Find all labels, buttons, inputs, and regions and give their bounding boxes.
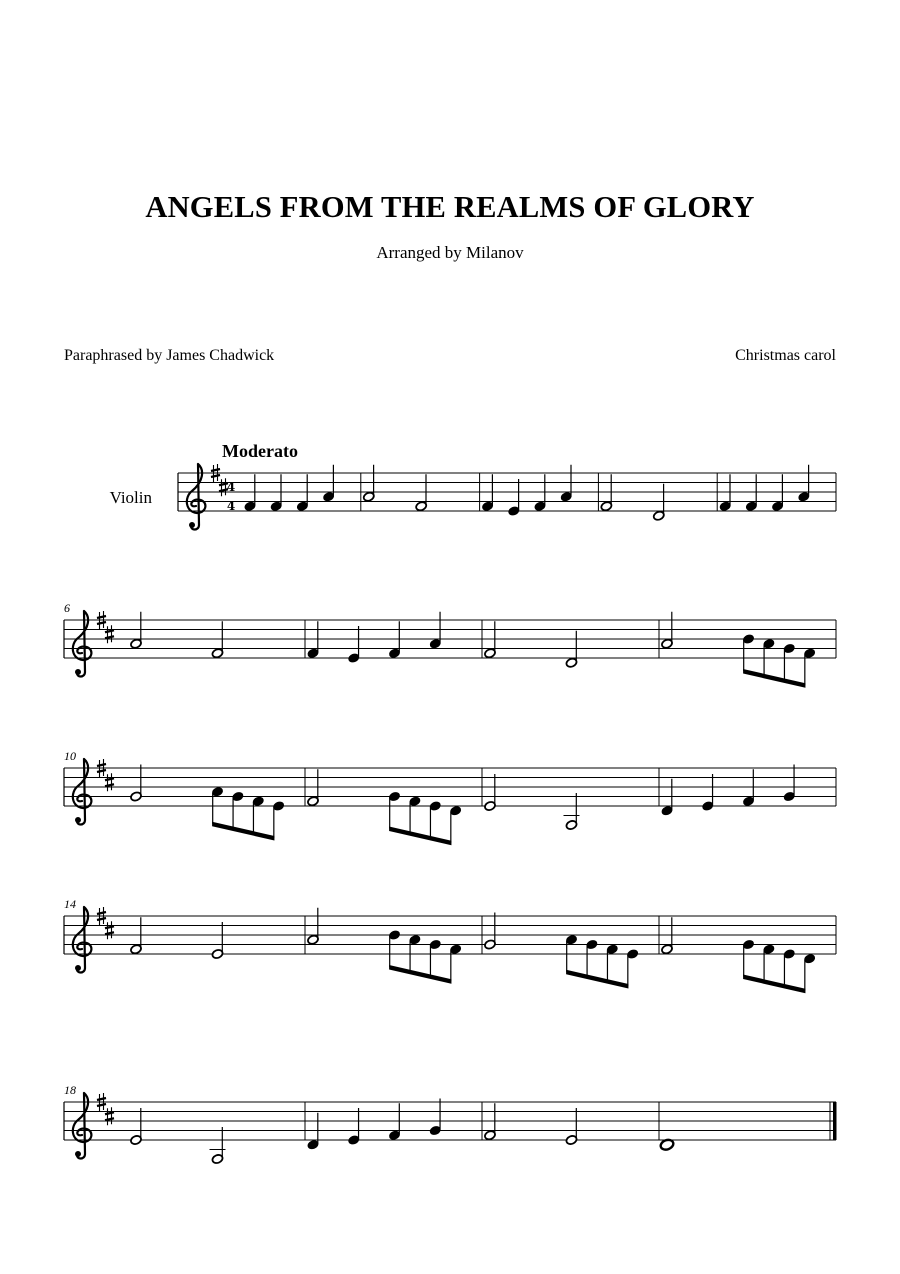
treble-clef-icon [73,1093,92,1159]
treble-clef-icon [73,611,92,677]
note-beam [389,965,451,984]
composer-credit: Christmas carol [735,347,836,364]
note-beam [743,975,805,994]
key-signature-sharp [105,773,114,791]
note-beam [566,970,628,989]
note-beam [743,669,805,688]
poet-credit: Paraphrased by James Chadwick [64,347,275,364]
measure-number: 6 [64,601,70,615]
time-signature-top: 4 [226,480,236,494]
instrument-name: Violin [109,488,152,507]
treble-clef-icon [73,759,92,825]
tempo-marking: Moderato [222,441,298,461]
note-beam [389,827,451,846]
arranger-credit: Arranged by Milanov [376,243,524,262]
time-signature-bottom: 4 [226,499,236,513]
treble-clef-icon [187,464,206,530]
key-signature-sharp [105,921,114,939]
key-signature-sharp [105,1107,114,1125]
key-signature-sharp [105,625,114,643]
piece-title: ANGELS FROM THE REALMS OF GLORY [145,190,755,224]
treble-clef-icon [73,907,92,973]
measure-number: 18 [64,1083,76,1097]
measure-number: 10 [64,749,76,763]
final-barline-thick [833,1102,837,1140]
measure-number: 14 [64,897,76,911]
note-beam [212,822,274,841]
